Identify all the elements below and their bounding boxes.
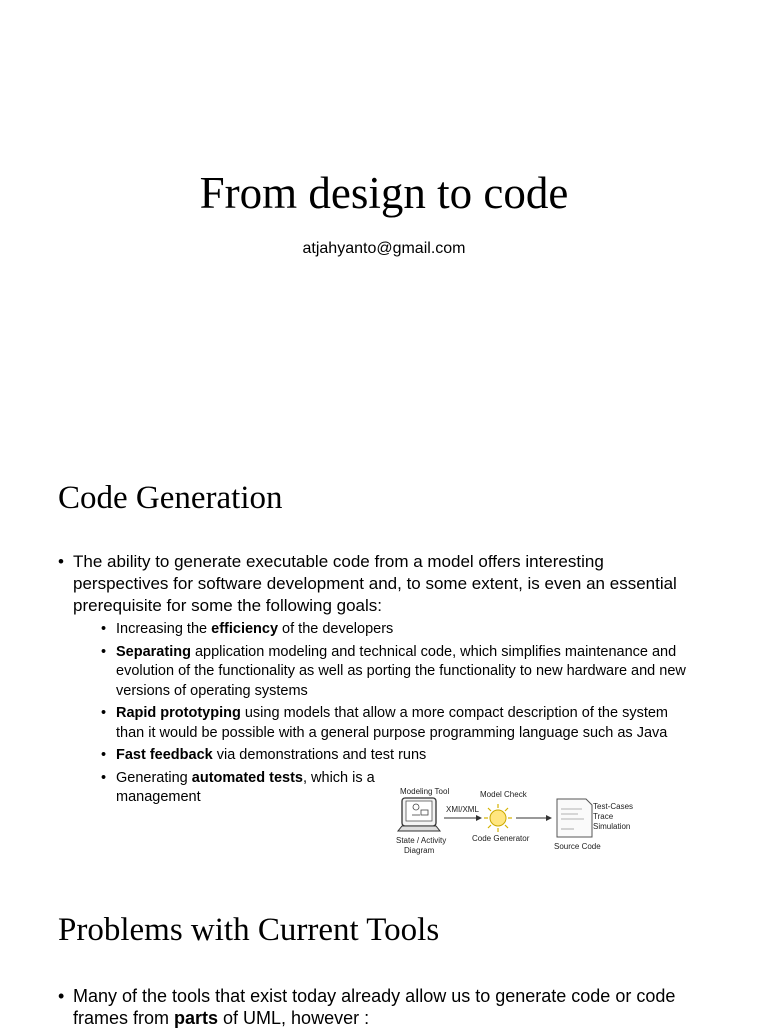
test-cases-label: Test-Cases	[593, 802, 634, 811]
goals-list	[101, 620, 698, 808]
goal-text: Increasing the	[116, 621, 212, 637]
slide-heading: Code Generation	[58, 480, 283, 516]
goal-text: , which is a	[302, 769, 375, 786]
goal-text: of the developers	[278, 621, 394, 637]
intro-text: The ability to generate executable code from a model offers interesting perspectives for software development and, to some extent, is even an essential prerequisite for some the following goals:	[73, 552, 677, 615]
bullet-list	[58, 985, 718, 1029]
source-code-label: Source Code	[554, 842, 601, 851]
trace-label: Trace	[593, 812, 614, 821]
goal-item	[101, 704, 698, 743]
goal-text: via demonstrations and test runs	[212, 747, 427, 763]
bullet-text: of UML, however :	[218, 1008, 370, 1028]
goal-keyword: Separating	[116, 643, 191, 660]
sun-icon	[484, 804, 512, 832]
goal-item	[101, 643, 698, 702]
goal-keyword: Rapid prototyping	[116, 705, 241, 721]
arrow-head-icon	[476, 815, 482, 821]
simulation-label: Simulation	[593, 822, 631, 831]
goal-text: Generating	[116, 769, 192, 786]
goal-keyword: automated tests	[191, 769, 303, 786]
problems-slide	[0, 890, 768, 1028]
title-slide	[0, 0, 768, 430]
xmi-xml-label: XMI/XML	[446, 805, 479, 814]
monitor-icon	[398, 798, 440, 831]
modeling-tool-label: Modeling Tool	[400, 787, 450, 796]
arrow-head-icon	[546, 815, 552, 821]
code-generation-diagram	[390, 787, 640, 862]
goal-keyword: efficiency	[211, 621, 279, 637]
goal-text: management	[116, 789, 201, 805]
state-activity-label: State / Activity	[396, 836, 447, 845]
slide-heading: Problems with Current Tools	[58, 912, 440, 948]
model-check-label: Model Check	[480, 790, 527, 799]
presentation-title: From design to code	[199, 168, 569, 218]
bullet-text: Many of the tools that exist today already allow us to generate code or code frames from	[73, 986, 676, 1028]
bullet-keyword: parts	[174, 1008, 219, 1028]
goal-text: using models that allow a more compact description of the system than it would be possible with a general purpose programming language such as Java	[116, 705, 668, 741]
problem-bullet	[58, 985, 718, 1029]
code-generator-label: Code Generator	[472, 834, 530, 843]
author-email: atjahyanto@gmail.com	[302, 240, 466, 257]
source-document-icon	[557, 799, 592, 837]
goal-item	[101, 746, 698, 766]
diagram-label: Diagram	[404, 846, 435, 855]
bullet-list	[58, 551, 698, 811]
goal-item	[101, 620, 698, 640]
intro-bullet	[58, 551, 698, 808]
code-generation-slide	[0, 430, 768, 890]
goal-keyword: Fast feedback	[116, 747, 213, 763]
goal-text: application modeling and technical code, which simplifies maintenance and evolution of the functionality as well as porting the functionality to new hardware and new versions of operating systems	[116, 643, 686, 699]
